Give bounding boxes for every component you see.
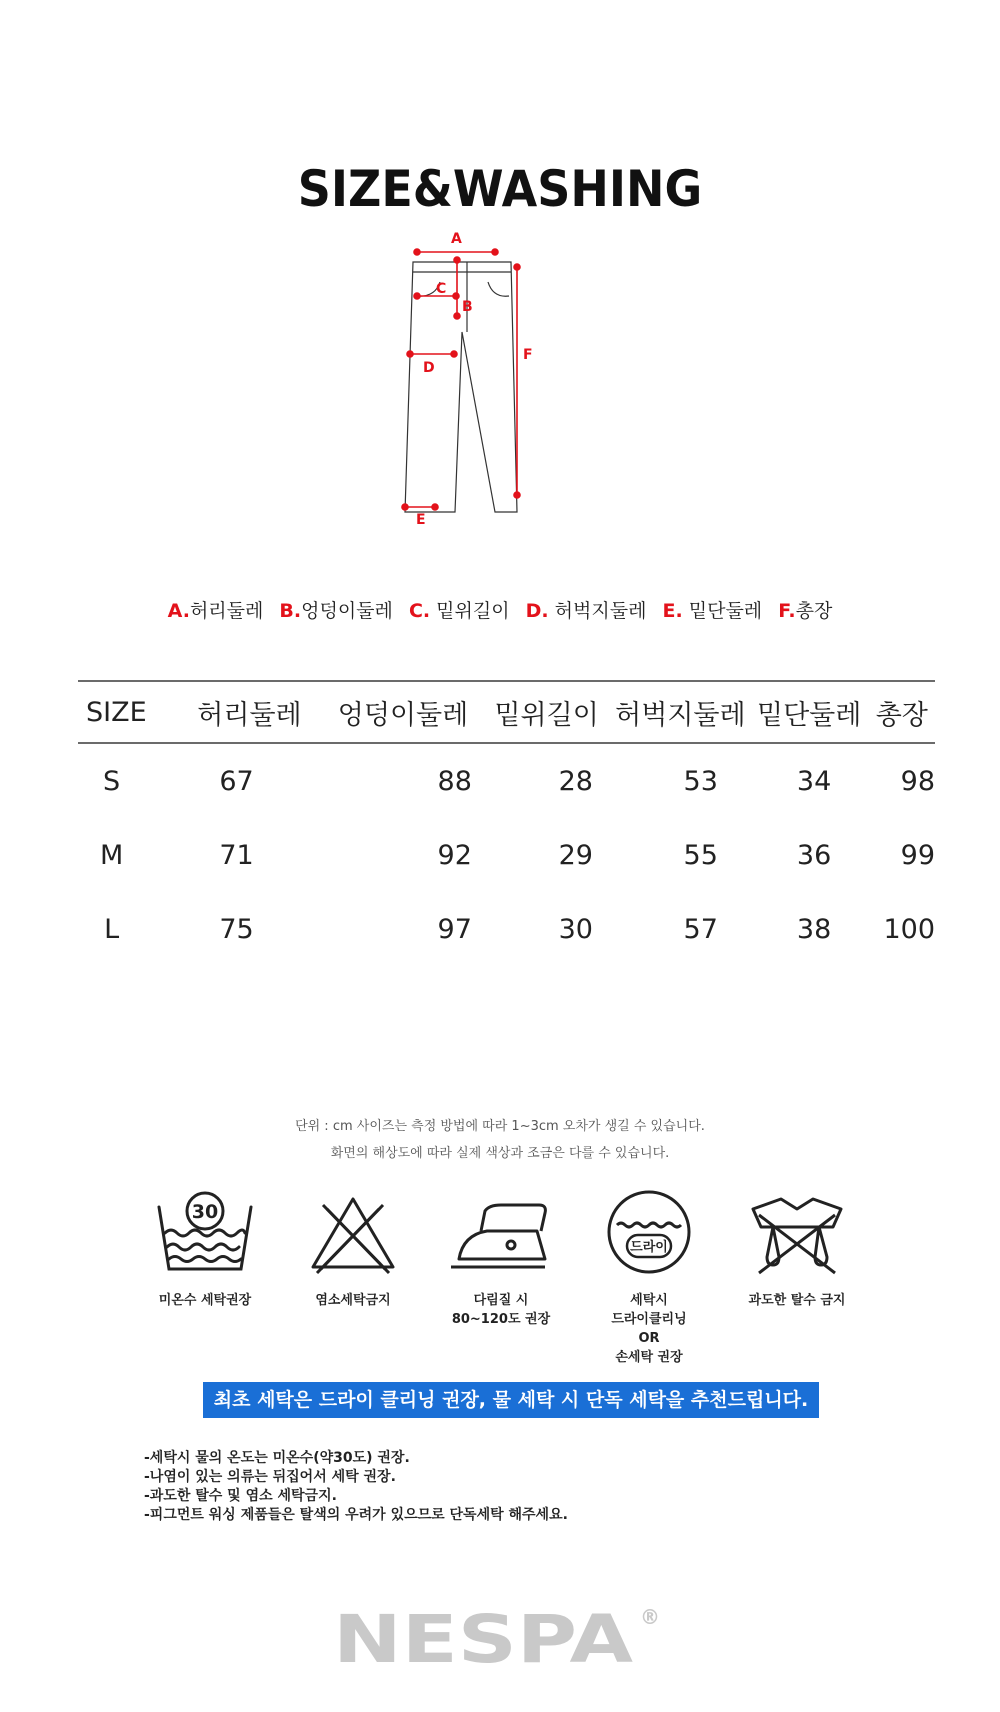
table-cell: 98 (900, 765, 936, 797)
care-item-iron (416, 1187, 586, 1329)
diagram-label-d: D (423, 360, 435, 376)
wash-notice-banner: 최초 세탁은 드라이 클리닝 권장, 물 세탁 시 단독 세탁을 추천드립니다. (203, 1382, 819, 1418)
table-cell: 75 (219, 913, 254, 945)
tip-line: -나염이 있는 의류는 뒤집어서 세탁 권장. (144, 1469, 396, 1485)
header-hem: 밑단둘레 (756, 699, 862, 731)
care-caption: 미온수 세탁권장 (158, 1293, 252, 1308)
diagram-label-a: A (451, 231, 462, 247)
table-cell: 29 (558, 839, 593, 871)
dry-clean-badge: 드라이 (630, 1240, 668, 1255)
note-line: 화면의 해상도에 따라 실제 색상과 조금은 다를 수 있습니다. (330, 1146, 670, 1161)
table-cell: 34 (796, 765, 832, 797)
table-row (78, 818, 935, 892)
tip-line: -과도한 탈수 및 염소 세탁금지. (144, 1488, 337, 1504)
table-cell: L (104, 913, 120, 945)
table-cell: 53 (683, 765, 718, 797)
legend-item: F.총장 (778, 600, 833, 622)
header-size: SIZE (86, 696, 147, 728)
care-caption: 염소세탁금지 (315, 1293, 391, 1308)
table-cell: 100 (883, 913, 936, 945)
care-caption: 과도한 탈수 금지 (748, 1293, 846, 1308)
legend-item: B.엉덩이둘레 (279, 600, 393, 622)
table-cell: M (99, 839, 124, 871)
header-length: 총장 (875, 699, 928, 731)
care-item-dryclean (564, 1187, 734, 1367)
care-tips (144, 1449, 568, 1525)
table-cell: 92 (437, 839, 472, 871)
table-row (78, 892, 935, 966)
care-item-bleach (268, 1187, 438, 1310)
table-row (78, 744, 935, 818)
table-cell: 28 (558, 765, 593, 797)
table-cell: 67 (219, 765, 254, 797)
size-table (78, 680, 935, 966)
wash-30-icon (145, 1187, 265, 1277)
no-bleach-icon (293, 1187, 413, 1277)
diagram-label-f: F (523, 347, 533, 363)
iron-icon (441, 1187, 561, 1277)
brand-logo (333, 1600, 668, 1678)
legend-item: D. 허벅지둘레 (525, 600, 647, 622)
legend-item: E. 밑단둘레 (662, 600, 763, 622)
table-cell: 57 (683, 913, 718, 945)
no-wring-icon (737, 1187, 857, 1277)
table-header-row (78, 682, 935, 742)
table-cell: 38 (796, 913, 832, 945)
wash-temp-badge: 30 (191, 1201, 219, 1223)
header-waist: 허리둘레 (197, 699, 302, 731)
registered-mark: ® (640, 1605, 660, 1629)
legend-item: A.허리둘레 (167, 600, 264, 622)
table-body (78, 744, 935, 966)
care-item-wash (120, 1187, 290, 1310)
table-cell: S (103, 765, 121, 797)
page-title: SIZE&WASHING (297, 160, 703, 218)
table-cell: 99 (900, 839, 936, 871)
header-hip: 엉덩이둘레 (337, 699, 469, 731)
legend-item: C. 밑위길이 (408, 600, 510, 622)
table-cell: 36 (796, 839, 832, 871)
care-caption: 세탁시 드라이클리닝 OR 손세탁 권장 (611, 1293, 687, 1365)
tip-line: -세탁시 물의 온도는 미온수(약30도) 권장. (144, 1450, 410, 1466)
table-cell: 88 (437, 765, 472, 797)
tip-line: -피그먼트 워싱 제품들은 탈색의 우려가 있으므로 단독세탁 해주세요. (144, 1507, 568, 1523)
header-thigh: 허벅지둘레 (615, 699, 746, 731)
table-cell: 71 (219, 839, 254, 871)
care-item-wring (712, 1187, 882, 1310)
pants-outline (405, 262, 517, 512)
diagram-label-e: E (416, 512, 426, 528)
table-cell: 97 (437, 913, 472, 945)
diagram-label-c: C (436, 281, 447, 297)
dry-clean-icon (589, 1187, 709, 1277)
diagram-label-b: B (462, 299, 473, 315)
table-cell: 55 (683, 839, 718, 871)
header-rise: 밑위길이 (494, 699, 599, 731)
note-line: 단위 : cm 사이즈는 측정 방법에 따라 1~3cm 오차가 생길 수 있습니다. (295, 1119, 705, 1134)
measurement-legend (0, 596, 1000, 623)
measurement-notes (0, 1113, 1000, 1167)
care-caption: 다림질 시 80~120도 권장 (451, 1293, 551, 1327)
brand-name: NESPA (333, 1601, 633, 1678)
pants-diagram (416, 231, 600, 582)
table-cell: 30 (558, 913, 593, 945)
